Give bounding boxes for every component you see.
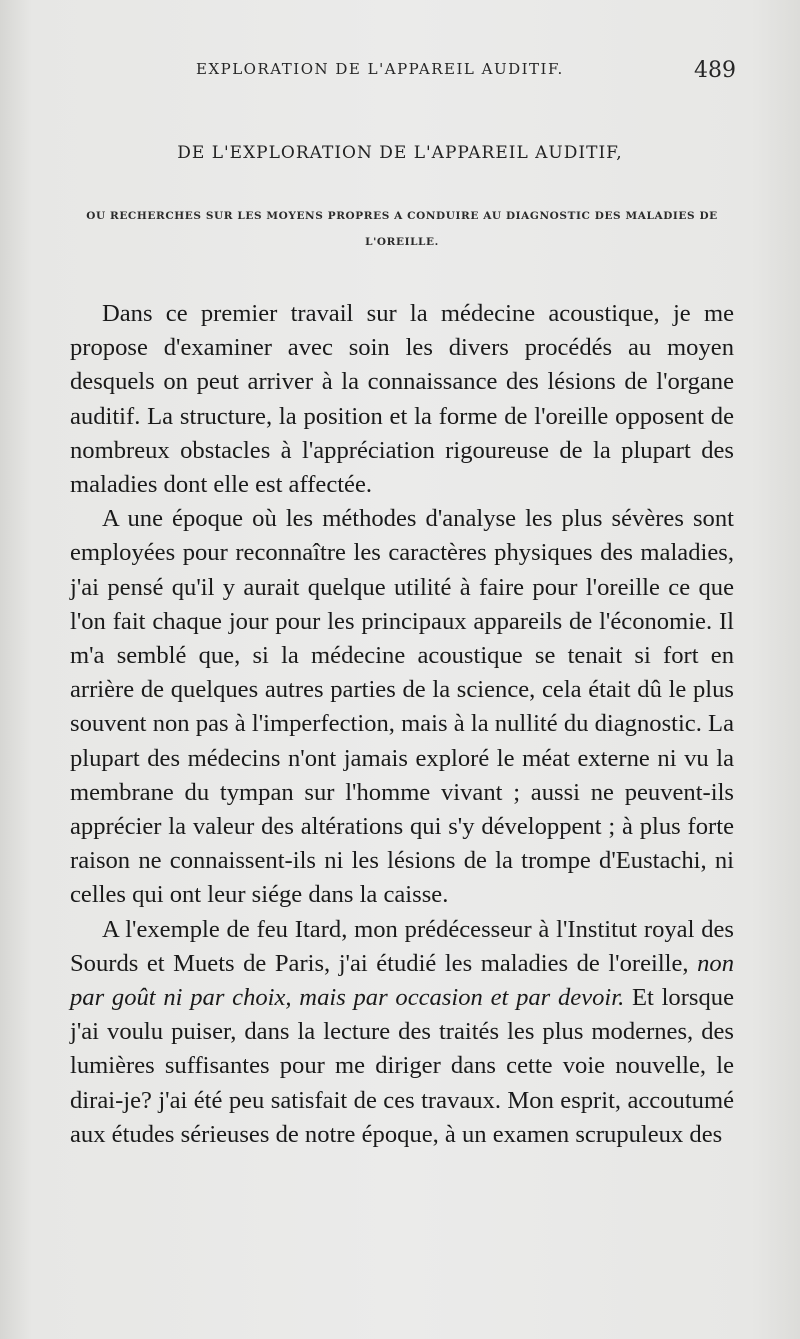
running-head [196,58,736,88]
running-title: EXPLORATION DE L'APPAREIL AUDITIF. [196,60,564,78]
paragraph-3-text-before: A l'exemple de feu Itard, mon prédécesseur à l'Institut royal des Sourds et Muets de Paris, j'ai étudié les maladies de l'oreille, [70,915,734,977]
body-text [70,297,734,1152]
article-title: DE L'EXPLORATION DE L'APPAREIL AUDITIF, [177,143,623,163]
paragraph-3-italic-phrase: non par goût ni par choix, mais par occasion et par devoir. [70,949,734,1012]
paragraph-3 [70,913,734,1152]
paragraph-1: Dans ce premier travail sur la médecine acoustique, je me propose d'examiner avec soin les divers procédés au moyen desquels on peut arriver à la connaissance des lésions de l'organe auditif. La structure, la position et la forme de l'oreille opposent de nombreux obstacles à l'appréciation rigoureuse de la plupart des maladies dont elle est affectée. [70,300,734,499]
article-subtitle: OU RECHERCHES SUR LES MOYENS PROPRES A CONDUIRE AU DIAGNOSTIC DES MALADIES DE L'OREILLE. [86,210,718,248]
paragraph-3-text-after: Et lorsque j'ai voulu puiser, dans la lecture des traités les plus modernes, des lumières suffisantes pour me diriger dans cette voie nouvelle, le dirai-je? j'ai été peu satisfait de ces travaux. Mon esprit, accoutumé aux études sérieuses de notre époque, à un examen scrupuleux des [70,984,734,1148]
paragraph-2: A une époque où les méthodes d'analyse les plus sévères sont employées pour reconnaître les caractères physiques des maladies, j'ai pensé qu'il y aurait quelque utilité à faire pour l'oreille ce que l'on fait chaque jour pour les principaux appareils de l'économie. Il m'a semblé que, si la médecine acoustique se tenait si fort en arrière de quelques autres parties de la science, cela était dû le plus souvent non pas à l'imperfection, mais à la nullité du diagnostic. La plupart des médecins n'ont jamais exploré le méat externe ni vu la membrane du tympan sur l'homme vivant ; aussi ne peuvent-ils apprécier la valeur des altérations qui s'y développent ; à plus forte raison ne connaissent-ils ni les lésions de la trompe d'Eustachi, ni celles qui ont leur siége dans la caisse. [70,505,734,909]
page-number: 489 [694,58,736,83]
